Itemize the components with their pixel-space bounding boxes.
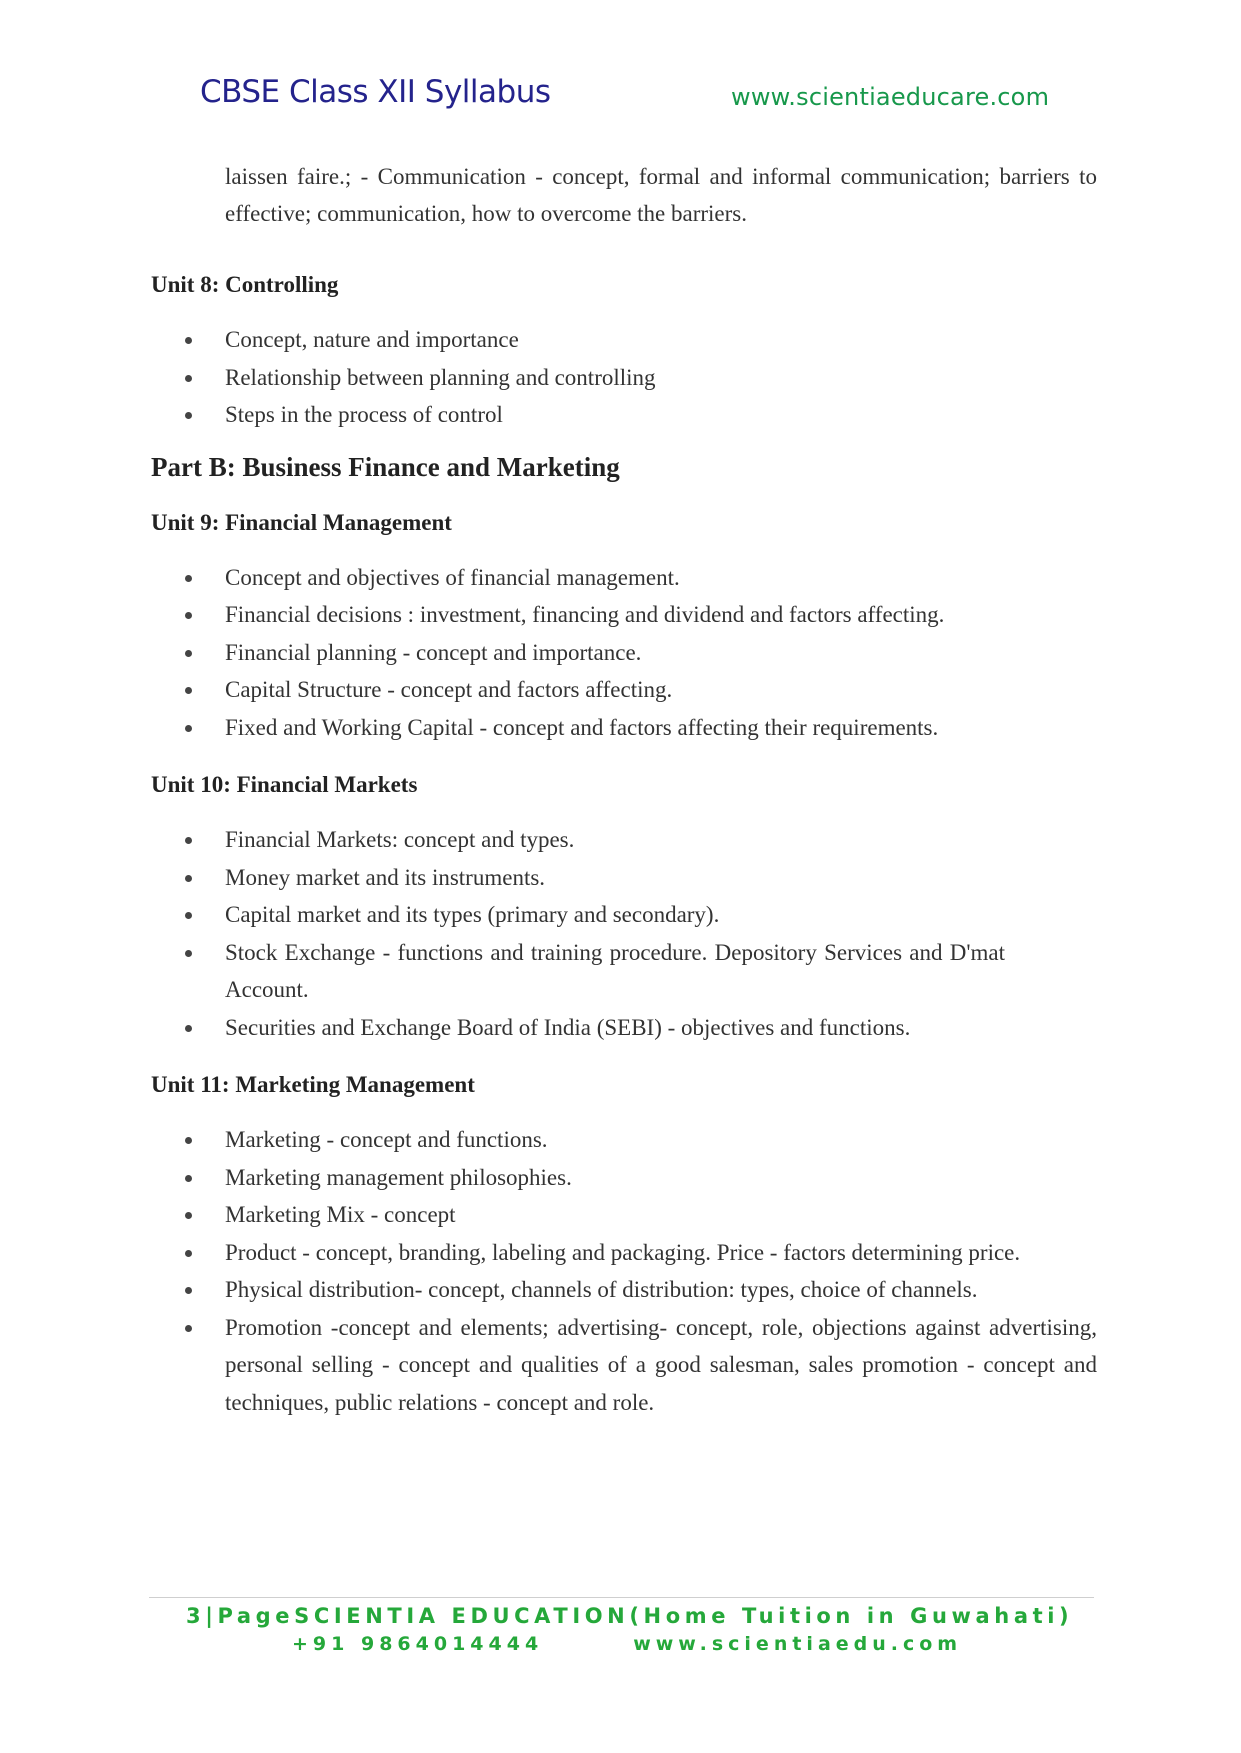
list-item: Marketing - concept and functions. — [225, 1121, 1097, 1159]
footer-divider — [149, 1597, 1094, 1598]
list-item: Concept and objectives of financial management. — [225, 559, 1097, 597]
intro-paragraph: laissen faire.; - Communication - concept, formal and informal communication; barriers to effective; communication, how to overcome the barriers. — [225, 164, 1097, 226]
list-item: Securities and Exchange Board of India (SEBI) - objectives and functions. — [225, 1009, 1081, 1047]
list-item: Financial Markets: concept and types. — [225, 821, 1081, 859]
list-item: Relationship between planning and controlling — [225, 359, 1097, 397]
unit-10-list — [151, 821, 1081, 1046]
list-item: Product - concept, branding, labeling and packaging. Price - factors determining price. — [225, 1234, 1097, 1272]
unit-10-heading: Unit 10: Financial Markets — [151, 772, 418, 797]
footer-website[interactable]: www.scientiaedu.com — [633, 1633, 963, 1655]
list-item: Fixed and Working Capital - concept and factors affecting their requirements. — [225, 709, 1097, 747]
list-item: Money market and its instruments. — [225, 859, 1081, 897]
list-item: Capital Structure - concept and factors affecting. — [225, 671, 1097, 709]
unit-11-list — [151, 1121, 1097, 1421]
unit-11-heading: Unit 11: Marketing Management — [151, 1072, 475, 1097]
page-header-title: CBSE Class XII Syllabus — [200, 74, 551, 110]
list-item: Promotion -concept and elements; advertising- concept, role, objections against advertising, personal selling - concept and qualities of a good salesman, sales promotion - concept and techniques, public relations - concept and role. — [225, 1309, 1097, 1422]
footer-phone[interactable]: +91 9864014444 — [292, 1633, 544, 1655]
unit-8-heading: Unit 8: Controlling — [151, 272, 339, 297]
unit-8-list — [151, 321, 1097, 434]
list-item: Physical distribution- concept, channels of distribution: types, choice of channels. — [225, 1271, 1097, 1309]
list-item: Financial decisions : investment, financing and dividend and factors affecting. — [225, 596, 1097, 634]
unit-9-heading: Unit 9: Financial Management — [151, 509, 452, 535]
list-item: Concept, nature and importance — [225, 321, 1097, 359]
unit-9-list — [151, 559, 1097, 747]
list-item: Steps in the process of control — [225, 396, 1097, 434]
list-item: Marketing management philosophies. — [225, 1159, 1097, 1197]
list-item: Marketing Mix - concept — [225, 1196, 1097, 1234]
list-item: Capital market and its types (primary and secondary). — [225, 896, 1081, 934]
list-item: Stock Exchange - functions and training procedure. Depository Services and D'mat Account. — [225, 934, 1005, 1009]
part-b-heading: Part B: Business Finance and Marketing — [151, 451, 620, 482]
page-header-url[interactable]: www.scientiaeducare.com — [731, 83, 1050, 111]
list-item: Financial planning - concept and importance. — [225, 634, 1097, 672]
document-body — [151, 158, 1097, 1421]
footer-page-and-company: 3|PageSCIENTIA EDUCATION(Home Tuition in Guwahati) — [186, 1604, 1074, 1628]
footer-contact — [292, 1633, 962, 1655]
